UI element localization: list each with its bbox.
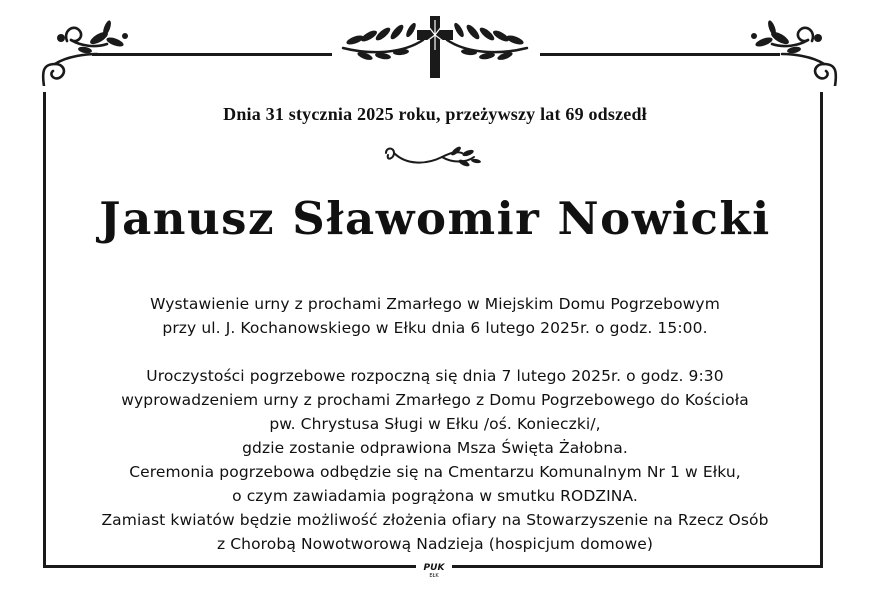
- deceased-name: Janusz Sławomir Nowicki: [99, 192, 771, 245]
- paragraph2-line: wyprowadzeniem urny z prochami Zmarłego z Domu Pogrzebowego do Kościoła: [121, 391, 749, 409]
- death-announcement-line: Dnia 31 stycznia 2025 roku, przeżywszy lat 69 odszedł: [223, 104, 647, 124]
- paragraph1-line: Wystawienie urny z prochami Zmarłego w Miejskim Domu Pogrzebowym: [150, 295, 720, 313]
- paragraph2-line: pw. Chrystusa Sługi w Ełku /oś. Konieczki/,: [269, 415, 601, 433]
- paragraph1-line: przy ul. J. Kochanowskiego w Ełku dnia 6 lutego 2025r. o godz. 15:00.: [162, 319, 708, 337]
- paragraph2-line: o czym zawiadamia pogrążona w smutku RODZINA.: [232, 487, 638, 505]
- flourish-corner-left-icon: [37, 16, 129, 86]
- paragraph-spacer: [60, 340, 810, 364]
- paragraph2-line: Ceremonia pogrzebowa odbędzie się na Cmentarzu Komunalnym Nr 1 w Ełku,: [129, 463, 741, 481]
- puk-logo: [416, 563, 452, 579]
- top-rule-right: [540, 53, 780, 56]
- paragraph2-line: gdzie zostanie odprawiona Msza Święta Żałobna.: [242, 439, 628, 457]
- leaf-flourish-divider-icon: [382, 143, 482, 171]
- logo-sub-text: EŁK: [429, 573, 439, 579]
- paragraph2-line: Zamiast kwiatów będzie możliwość złożenia ofiary na Stowarzyszenie na Rzecz Osób: [101, 511, 769, 529]
- paragraph2-line: z Chorobą Nowotworową Nadzieja (hospicjum domowe): [216, 535, 654, 553]
- flourish-corner-right-icon: [750, 16, 842, 86]
- funeral-details: [60, 292, 810, 556]
- logo-main-text: PUK: [423, 563, 445, 573]
- paragraph2-line: Uroczystości pogrzebowe rozpoczną się dnia 7 lutego 2025r. o godz. 9:30: [146, 367, 724, 385]
- cross-with-laurel-icon: [335, 10, 535, 82]
